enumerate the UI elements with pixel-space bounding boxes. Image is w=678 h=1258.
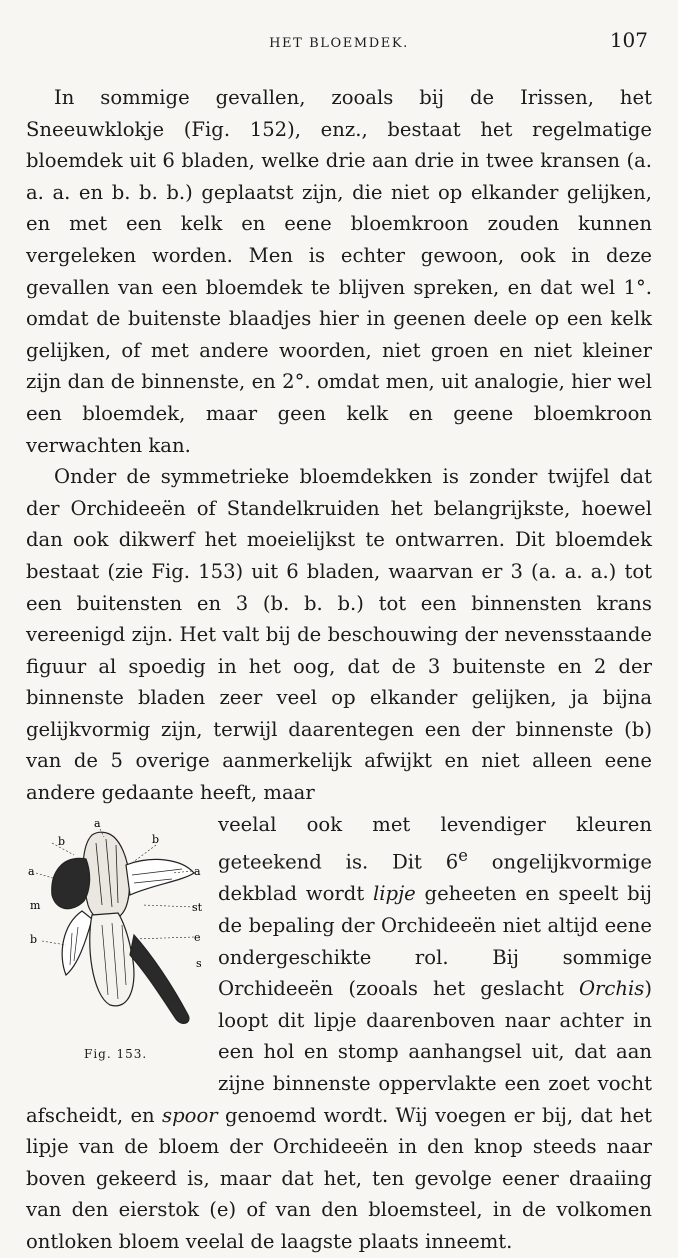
page-header — [0, 24, 678, 64]
term-orchis: Orchis — [578, 977, 645, 1001]
orchid-figure — [22, 815, 208, 1073]
figure-label-a-top: a — [94, 816, 101, 830]
term-lipje: lipje — [373, 882, 416, 906]
ordinal-superscript: e — [458, 846, 468, 866]
page-number: 107 — [609, 28, 648, 52]
figure-label-b-left: b — [58, 834, 66, 848]
figure-label-b-right: b — [152, 832, 160, 846]
paragraph-3-text-2: ongelijkvormige dekblad wordt — [218, 850, 652, 906]
figure-label-e: e — [194, 930, 201, 944]
term-spoor: spoor — [162, 1103, 218, 1127]
figure-label-a-left: a — [28, 864, 35, 878]
paragraph-3-text-3: geheeten en speelt bij de bepaling der Orchideeën niet altijd eene ondergeschikte rol. Bij sommige Orchideeën (zooals het geslacht — [218, 882, 652, 1001]
figure-caption: Fig. 153. — [84, 1046, 148, 1061]
running-head: HET BLOEMDEK. — [269, 36, 409, 51]
paragraph-3-text-5: genoemd wordt. Wij voegen er bij, dat het lipje van de bloem der Orchideeën in den knop steeds naar boven gekeerd is, maar dat het, ten gevolge eener draaiing van den eierstok (e) of van den bloemsteel, in de volkomen ontloken bloem veelal de laagste plaats inneemt. — [26, 1103, 653, 1253]
figure-label-a-right: a — [194, 864, 201, 878]
figure-label-b-lower: b — [30, 932, 38, 946]
figure-label-m: m — [30, 898, 41, 912]
body-text — [26, 82, 652, 1258]
paragraph-3-text-1: veelal ook met levendiger kleuren geteekend is. Dit 6 — [218, 812, 652, 874]
paragraph-1: In sommige gevallen, zooals bij de Irissen, het Sneeuwklokje (Fig. 152), enz., bestaat het regelmatige bloemdek uit 6 bladen, welke drie aan drie in twee kransen (a. a. a. en b. b. b.) geplaatst zijn, die niet op elkander gelijken, en met een kelk en eene bloemkroon zouden kunnen vergeleken worden. Men is echter gewoon, ook in deze gevallen van een bloemdek te blijven spreken, en dat wel 1°. omdat de buitenste blaadjes hier in geenen deele op een kelk gelijken, of met andere woorden, niet groen en niet kleiner zijn dan de binnenste, en 2°. omdat men, uit analogie, hier wel een bloemdek, maar geen kelk en geene bloemkroon verwachten kan. — [26, 86, 652, 457]
paragraph-2: Onder de symmetrieke bloemdekken is zonder twijfel dat der Orchideeën of Standelkruiden het belangrijkste, hoewel dan ook dikwerf het moeielijkst te ontwarren. Dit bloemdek bestaat (zie Fig. 153) uit 6 bladen, waarvan er 3 (a. a. a.) tot een buitensten en 3 (b. b. b.) tot een binnensten krans vereenigd zijn. Het valt bij de beschouwing der nevensstaande figuur al spoedig in het oog, dat de 3 buitenste en 2 der binnenste bladen zeer veel op elkander gelijken, ja bijna gelijkvormig zijn, terwijl daarentegen een der binnenste (b) van de 5 overige aanmerkelijk afwijkt en niet alleen eene andere gedaante heeft, maar — [26, 465, 652, 805]
figure-label-st: st — [192, 900, 203, 914]
paragraph-3-text-4: ) loopt dit lipje daarenboven naar achter in een hol en stomp aanhangsel uit, dat aan zijne binnenste oppervlakte een zoet vocht afscheidt, en — [26, 977, 652, 1127]
figure-label-s: s — [196, 956, 202, 970]
orchid-illustration — [22, 815, 208, 1045]
